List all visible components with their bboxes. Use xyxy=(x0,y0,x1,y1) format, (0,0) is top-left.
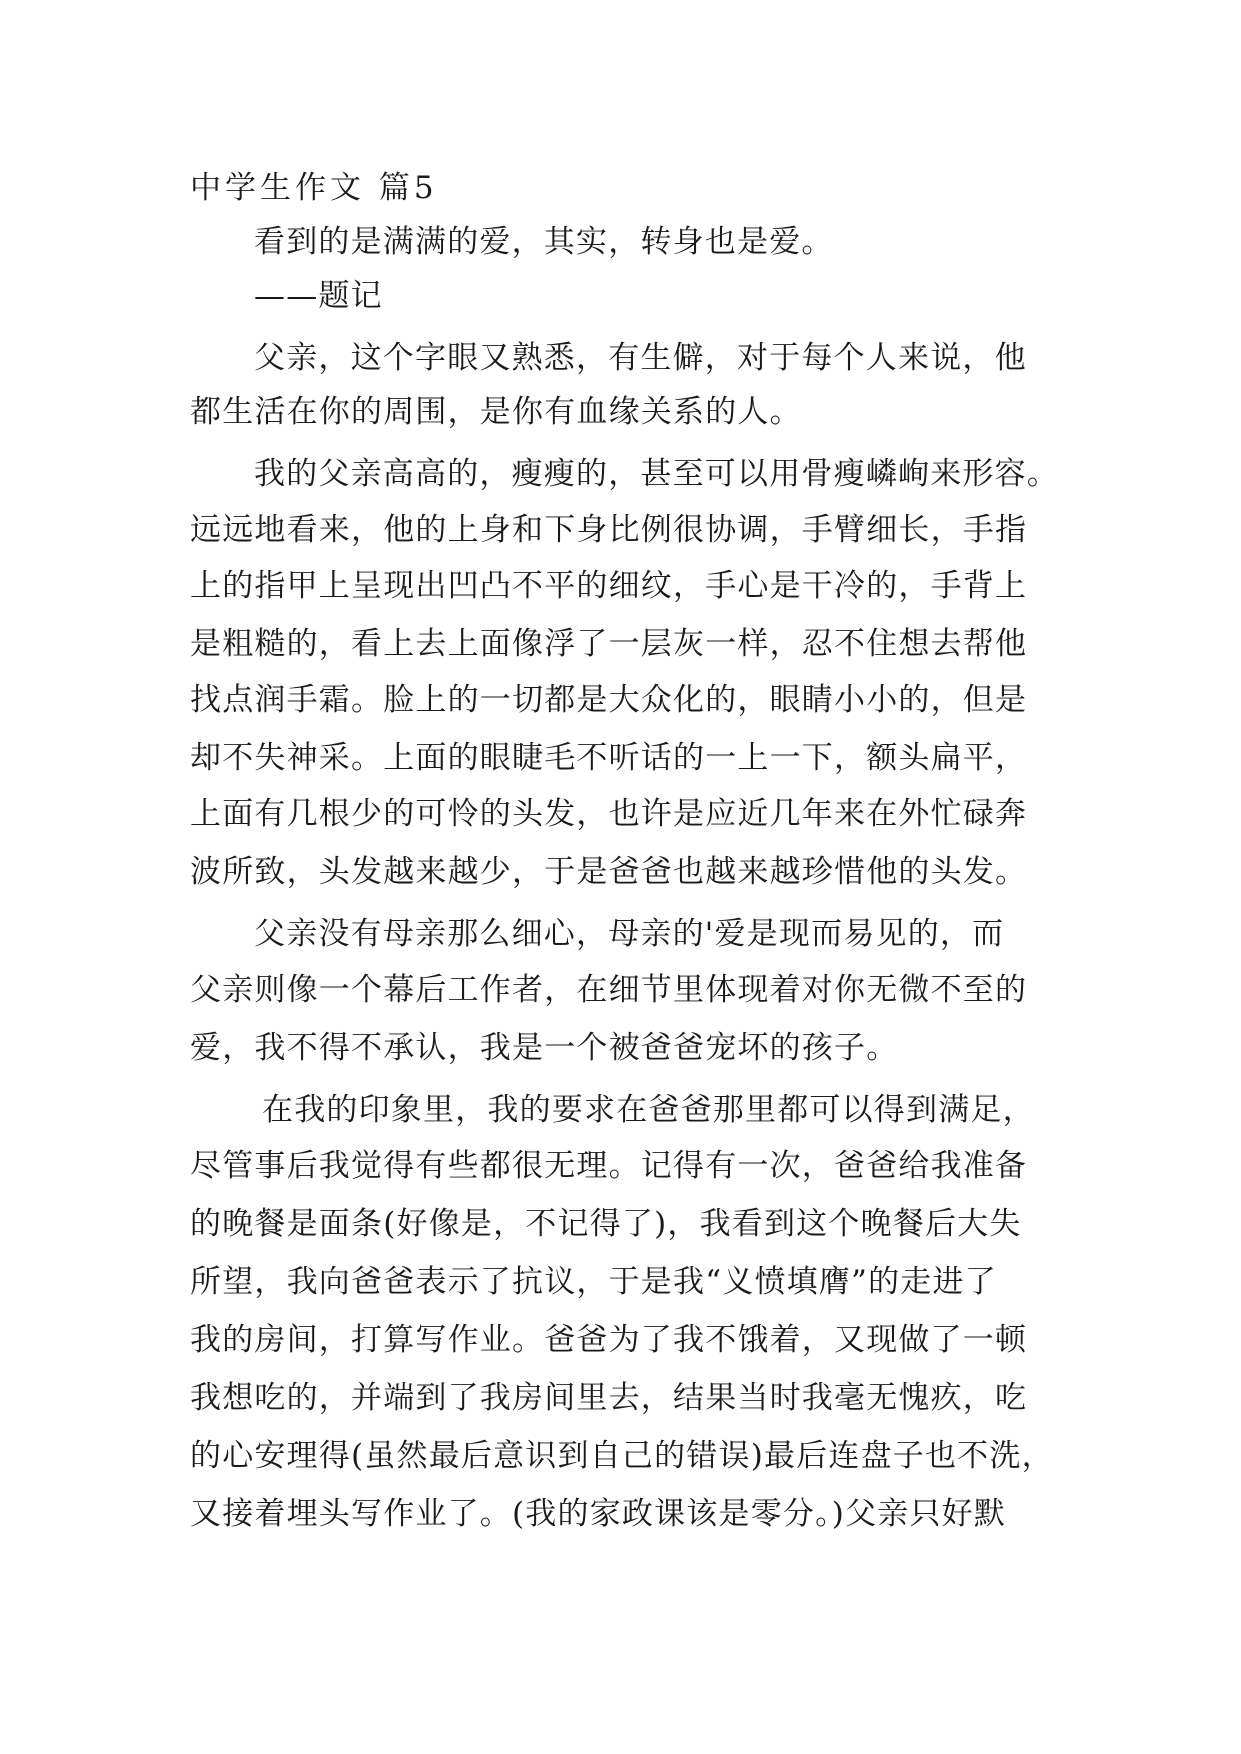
paragraph-line: 爱，我不得不承认，我是一个被爸爸宠坏的孩子。 xyxy=(190,1030,899,1066)
paragraph-line: 我的房间，打算写作业。爸爸为了我不饿着，又现做了一顿 xyxy=(190,1322,1028,1358)
paragraph-line: 所望，我向爸爸表示了抗议，于是我“义愤填膺”的走进了 xyxy=(190,1264,997,1300)
paragraph-line: 又接着埋头写作业了。(我的家政课该是零分。)父亲只好默 xyxy=(190,1496,1007,1532)
paragraph-line: 父亲则像一个幕后工作者，在细节里体现着对你无微不至的 xyxy=(190,972,1028,1008)
paragraph-line: 的晚餐是面条(好像是，不记得了)，我看到这个晚餐后大失 xyxy=(190,1206,1022,1242)
paragraph-line: 上的指甲上呈现出凹凸不平的细纹，手心是干冷的，手背上 xyxy=(190,568,1028,604)
paragraph-line: 上面有几根少的可怜的头发，也许是应近几年来在外忙碌奔 xyxy=(190,796,1028,832)
paragraph-line: 却不失神采。上面的眼睫毛不听话的一上一下，额头扁平， xyxy=(190,740,1028,776)
paragraph-line: 的心安理得(虽然最后意识到自己的错误)最后连盘子也不洗， xyxy=(190,1438,1054,1474)
paragraph-line: 是粗糙的，看上去上面像浮了一层灰一样，忍不住想去帮他 xyxy=(190,626,1028,662)
paragraph-line: 父亲，这个字眼又熟悉，有生僻，对于每个人来说，他 xyxy=(254,340,1027,376)
epigraph-line: 看到的是满满的爱，其实，转身也是爱。 xyxy=(254,224,834,260)
paragraph-line: 父亲没有母亲那么细心，母亲的'爱是现而易见的，而 xyxy=(254,916,1005,952)
paragraph-line: 在我的印象里，我的要求在爸爸那里都可以得到满足， xyxy=(262,1092,1035,1128)
paragraph-line: 都生活在你的周围，是你有血缘关系的人。 xyxy=(190,394,802,430)
paragraph-line: 我的父亲高高的，瘦瘦的，甚至可以用骨瘦嶙峋来形容。 xyxy=(254,456,1059,492)
paragraph-line: 尽管事后我觉得有些都很无理。记得有一次，爸爸给我准备 xyxy=(190,1148,1028,1184)
paragraph-line: 波所致，头发越来越少，于是爸爸也越来越珍惜他的头发。 xyxy=(190,854,1028,890)
paragraph-line: 远远地看来，他的上身和下身比例很协调，手臂细长，手指 xyxy=(190,512,1028,548)
document-heading: 中学生作文 篇5 xyxy=(190,170,438,206)
paragraph-line: 我想吃的，并端到了我房间里去，结果当时我毫无愧疚，吃 xyxy=(190,1380,1028,1416)
paragraph-line: 找点润手霜。脸上的一切都是大众化的，眼睛小小的，但是 xyxy=(190,682,1028,718)
epigraph-attribution: ——题记 xyxy=(254,278,383,314)
